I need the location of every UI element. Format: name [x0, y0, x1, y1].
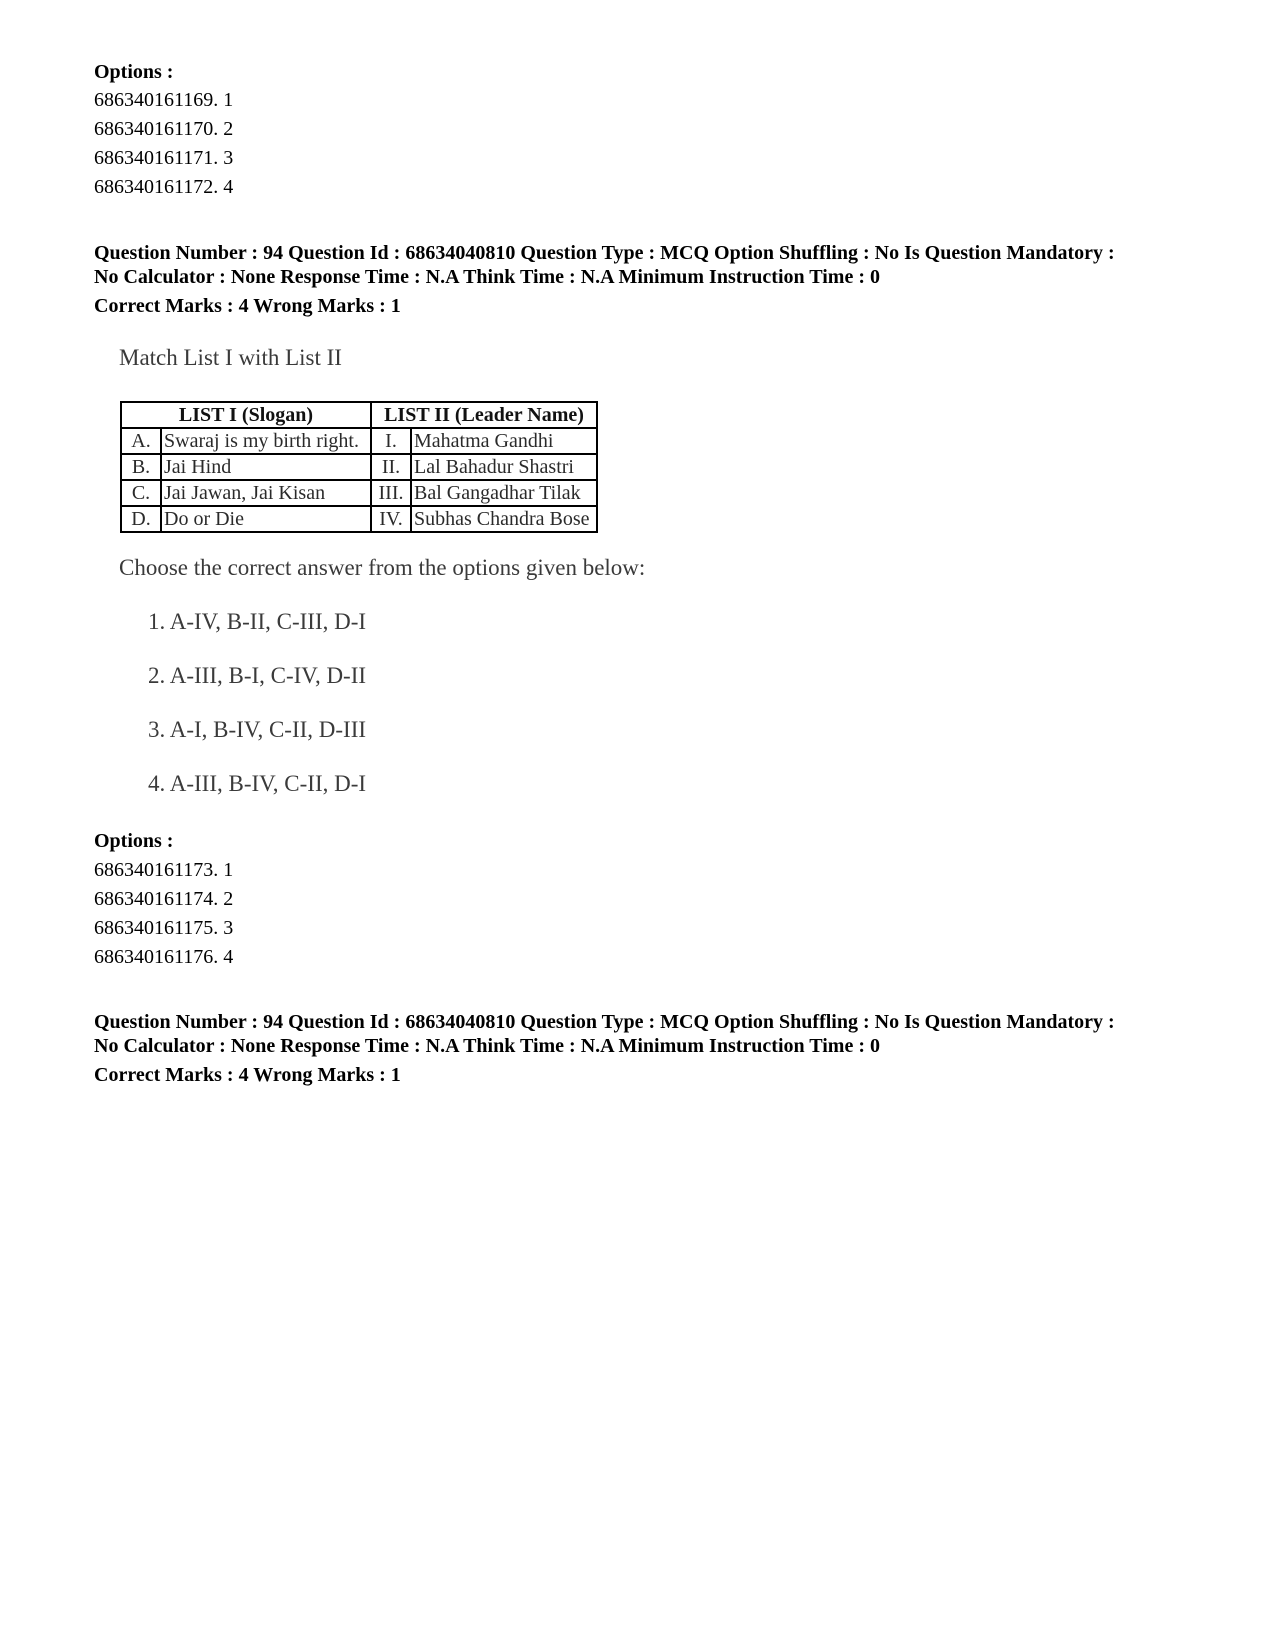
option-item: 686340161175. 3: [94, 917, 234, 939]
answer-choice: 4. A-III, B-IV, C-II, D-I: [148, 771, 367, 796]
answer-choice: 1. A-IV, B-II, C-III, D-I: [148, 609, 367, 634]
answer-choice: 2. A-III, B-I, C-IV, D-II: [148, 663, 367, 688]
list1-value: Jai Hind: [161, 454, 371, 480]
prev-options-heading: Options :: [94, 61, 174, 83]
list1-key: A.: [121, 428, 161, 454]
list2-value: Subhas Chandra Bose: [411, 506, 597, 532]
table-row: [121, 480, 597, 506]
next-question-meta-line2: No Calculator : None Response Time : N.A Think Time : N.A Minimum Instruction Time : 0: [94, 1035, 880, 1057]
option-item: 686340161176. 4: [94, 946, 234, 968]
table-row: [121, 506, 597, 532]
table-row: [121, 454, 597, 480]
list2-key: IV.: [371, 506, 411, 532]
next-question-meta-line1: Question Number : 94 Question Id : 68634040810 Question Type : MCQ Option Shuffling : No Is Question Mandatory :: [94, 1011, 1115, 1033]
table-row: [121, 428, 597, 454]
option-item: 686340161173. 1: [94, 859, 234, 881]
list1-value: Jai Jawan, Jai Kisan: [161, 480, 371, 506]
match-table-header-row: [121, 402, 597, 428]
question-meta-line1: Question Number : 94 Question Id : 68634040810 Question Type : MCQ Option Shuffling : No Is Question Mandatory :: [94, 242, 1115, 264]
list1-value: Swaraj is my birth right.: [161, 428, 371, 454]
list1-key: C.: [121, 480, 161, 506]
list2-key: I.: [371, 428, 411, 454]
match-table: [120, 401, 598, 533]
list1-header: LIST I (Slogan): [121, 402, 371, 428]
options-heading: Options :: [94, 830, 174, 852]
list1-key: B.: [121, 454, 161, 480]
list2-header: LIST II (Leader Name): [371, 402, 597, 428]
prev-option-item: 686340161172. 4: [94, 176, 234, 198]
list2-value: Lal Bahadur Shastri: [411, 454, 597, 480]
option-item: 686340161174. 2: [94, 888, 234, 910]
prev-option-item: 686340161171. 3: [94, 147, 234, 169]
question-marks: Correct Marks : 4 Wrong Marks : 1: [94, 295, 401, 317]
question-meta-line2: No Calculator : None Response Time : N.A Think Time : N.A Minimum Instruction Time : 0: [94, 266, 880, 288]
list2-value: Bal Gangadhar Tilak: [411, 480, 597, 506]
prev-option-item: 686340161169. 1: [94, 89, 234, 111]
answer-choice: 3. A-I, B-IV, C-II, D-III: [148, 717, 367, 742]
list2-key: II.: [371, 454, 411, 480]
list1-value: Do or Die: [161, 506, 371, 532]
list2-key: III.: [371, 480, 411, 506]
prev-option-item: 686340161170. 2: [94, 118, 234, 140]
question-instruction: Choose the correct answer from the options given below:: [119, 555, 646, 580]
question-prompt: Match List I with List II: [119, 345, 342, 370]
next-question-marks: Correct Marks : 4 Wrong Marks : 1: [94, 1064, 401, 1086]
list2-value: Mahatma Gandhi: [411, 428, 597, 454]
list1-key: D.: [121, 506, 161, 532]
